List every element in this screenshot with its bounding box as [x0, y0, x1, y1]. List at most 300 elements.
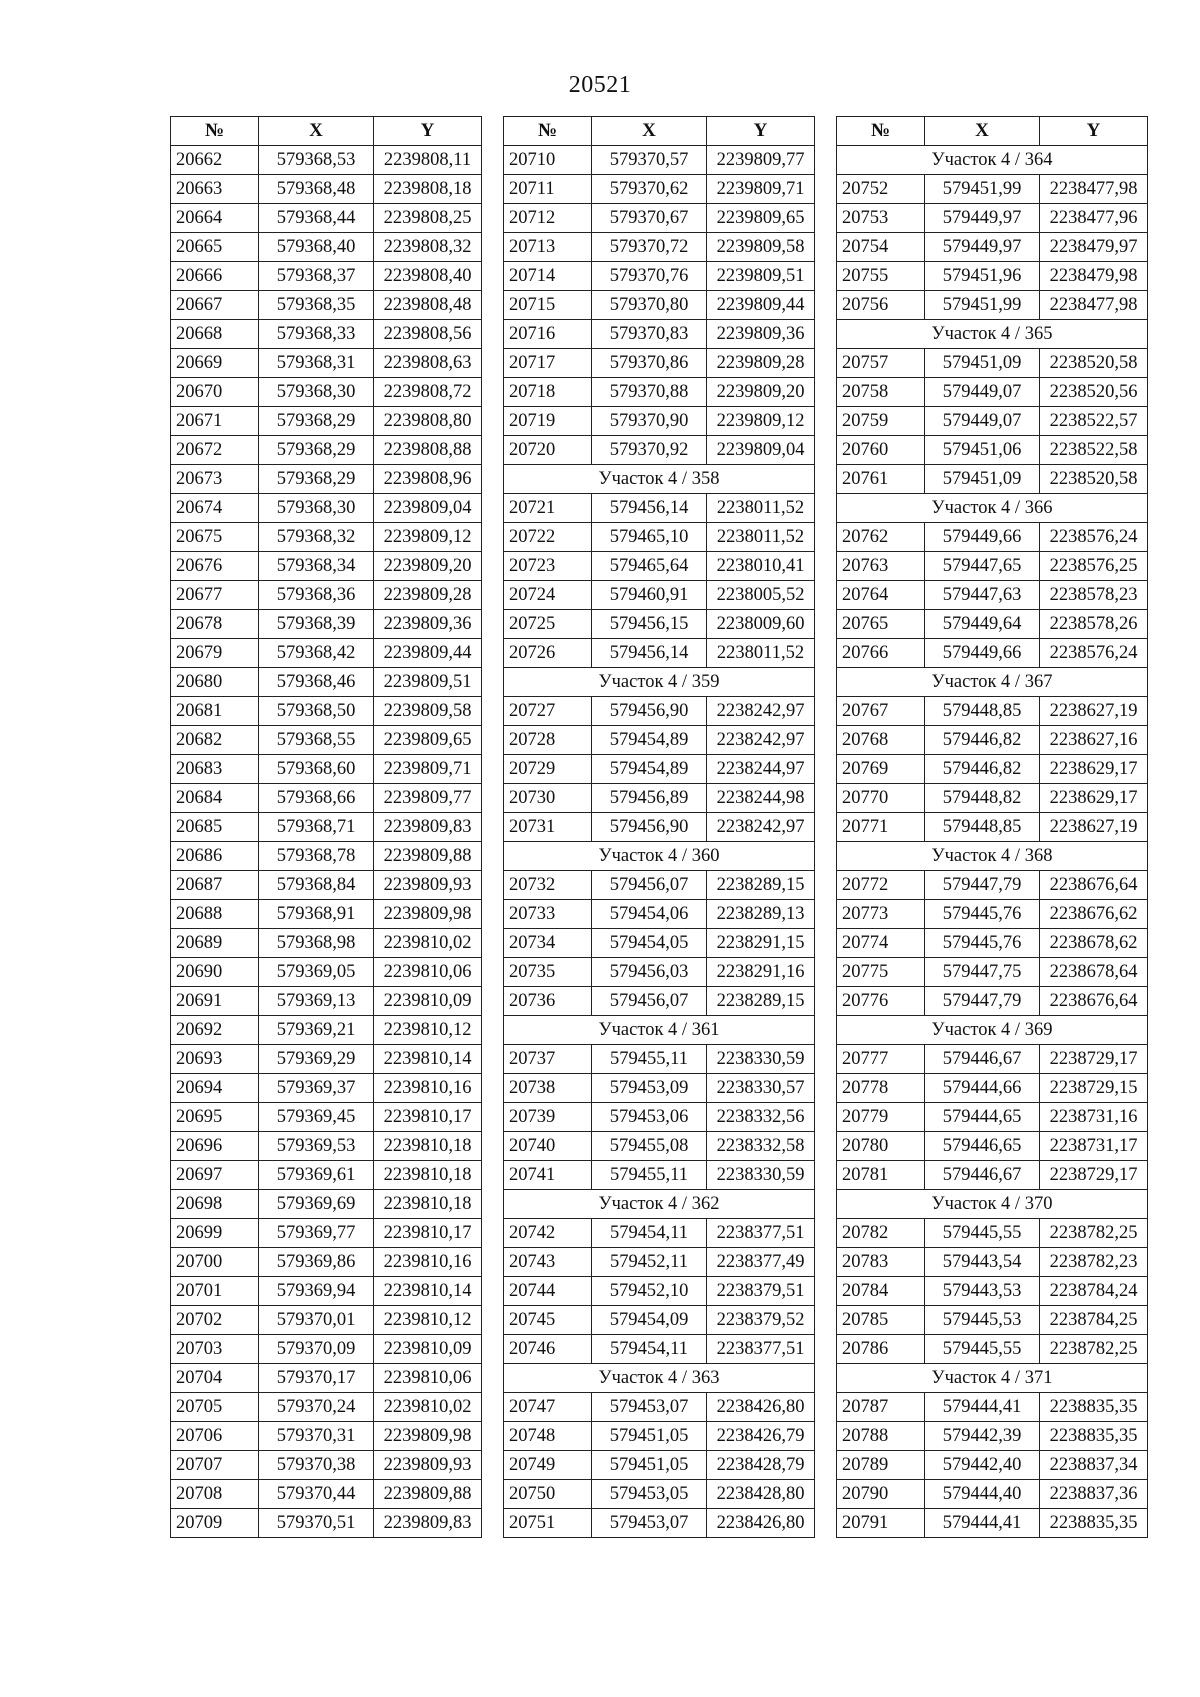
point-number: 20743 [504, 1248, 592, 1277]
table-row [504, 1306, 815, 1335]
point-number: 20708 [171, 1480, 259, 1509]
coordinate-x: 579456,14 [592, 639, 707, 668]
table-row [837, 958, 1148, 987]
point-number: 20705 [171, 1393, 259, 1422]
section-title: Участок 4 / 358 [504, 465, 815, 494]
point-number: 20688 [171, 900, 259, 929]
coordinate-y: 2238837,34 [1040, 1451, 1148, 1480]
coordinate-x: 579445,55 [925, 1335, 1040, 1364]
header-row [837, 117, 1148, 146]
section-row [837, 842, 1148, 871]
table-row [837, 378, 1148, 407]
coordinate-x: 579370,57 [592, 146, 707, 175]
point-number: 20783 [837, 1248, 925, 1277]
coordinate-x: 579447,79 [925, 987, 1040, 1016]
coordinate-x: 579368,36 [259, 581, 374, 610]
table-row [171, 262, 482, 291]
coordinate-y: 2239809,77 [707, 146, 815, 175]
coordinate-x: 579368,50 [259, 697, 374, 726]
point-number: 20677 [171, 581, 259, 610]
coordinate-y: 2239809,98 [374, 1422, 482, 1451]
point-number: 20778 [837, 1074, 925, 1103]
table-row [837, 581, 1148, 610]
coordinate-y: 2238578,26 [1040, 610, 1148, 639]
coordinate-x: 579444,66 [925, 1074, 1040, 1103]
table-row [171, 1393, 482, 1422]
coordinate-y: 2238009,60 [707, 610, 815, 639]
point-number: 20724 [504, 581, 592, 610]
coordinate-y: 2238729,15 [1040, 1074, 1148, 1103]
table-row [837, 1393, 1148, 1422]
section-row [504, 1016, 815, 1045]
table-row [171, 668, 482, 697]
point-number: 20764 [837, 581, 925, 610]
coordinate-y: 2238629,17 [1040, 755, 1148, 784]
table-row [171, 1364, 482, 1393]
table-row [171, 291, 482, 320]
table-row [171, 871, 482, 900]
coordinate-x: 579370,62 [592, 175, 707, 204]
coordinate-y: 2238330,59 [707, 1161, 815, 1190]
coordinate-x: 579368,98 [259, 929, 374, 958]
coordinate-x: 579370,09 [259, 1335, 374, 1364]
point-number: 20689 [171, 929, 259, 958]
coordinate-x: 579456,07 [592, 871, 707, 900]
coordinate-y: 2238379,52 [707, 1306, 815, 1335]
point-number: 20701 [171, 1277, 259, 1306]
coordinate-y: 2238576,24 [1040, 523, 1148, 552]
table-row [837, 1219, 1148, 1248]
coordinate-x: 579368,39 [259, 610, 374, 639]
table-row [504, 494, 815, 523]
section-title: Участок 4 / 368 [837, 842, 1148, 871]
point-number: 20704 [171, 1364, 259, 1393]
table-row [504, 146, 815, 175]
table-row [171, 1335, 482, 1364]
table-row [837, 1074, 1148, 1103]
point-number: 20738 [504, 1074, 592, 1103]
coordinate-y: 2239809,12 [707, 407, 815, 436]
point-number: 20763 [837, 552, 925, 581]
column-header-y: Y [374, 117, 482, 146]
table-row [171, 436, 482, 465]
coordinate-x: 579448,85 [925, 697, 1040, 726]
coordinate-y: 2239809,83 [374, 1509, 482, 1538]
coordinate-y: 2239809,36 [707, 320, 815, 349]
coordinate-x: 579443,53 [925, 1277, 1040, 1306]
coordinate-x: 579454,09 [592, 1306, 707, 1335]
coordinate-y: 2239809,71 [374, 755, 482, 784]
coordinate-y: 2238479,97 [1040, 233, 1148, 262]
coordinate-x: 579368,48 [259, 175, 374, 204]
table-row [837, 262, 1148, 291]
coordinate-y: 2238010,41 [707, 552, 815, 581]
point-number: 20775 [837, 958, 925, 987]
coordinate-x: 579455,08 [592, 1132, 707, 1161]
coordinate-x: 579368,32 [259, 523, 374, 552]
section-title: Участок 4 / 362 [504, 1190, 815, 1219]
point-number: 20741 [504, 1161, 592, 1190]
coordinate-y: 2238242,97 [707, 697, 815, 726]
table-row [837, 552, 1148, 581]
coordinate-y: 2238291,15 [707, 929, 815, 958]
table-row [171, 929, 482, 958]
point-number: 20750 [504, 1480, 592, 1509]
point-number: 20740 [504, 1132, 592, 1161]
point-number: 20745 [504, 1306, 592, 1335]
point-number: 20670 [171, 378, 259, 407]
table-row [837, 1451, 1148, 1480]
coordinate-y: 2239808,63 [374, 349, 482, 378]
table-row [171, 1190, 482, 1219]
coordinate-y: 2239808,40 [374, 262, 482, 291]
coordinate-y: 2239809,88 [374, 842, 482, 871]
coordinate-y: 2238477,96 [1040, 204, 1148, 233]
point-number: 20666 [171, 262, 259, 291]
coordinate-x: 579368,31 [259, 349, 374, 378]
coordinate-y: 2238837,36 [1040, 1480, 1148, 1509]
coordinate-x: 579370,38 [259, 1451, 374, 1480]
coordinate-y: 2238627,19 [1040, 697, 1148, 726]
coordinate-y: 2238520,58 [1040, 349, 1148, 378]
point-number: 20720 [504, 436, 592, 465]
coordinate-y: 2239808,96 [374, 465, 482, 494]
table-row [837, 523, 1148, 552]
table-row [504, 987, 815, 1016]
coordinate-x: 579370,92 [592, 436, 707, 465]
point-number: 20721 [504, 494, 592, 523]
point-number: 20730 [504, 784, 592, 813]
table-row [837, 639, 1148, 668]
table-row [171, 349, 482, 378]
coordinate-y: 2239809,28 [374, 581, 482, 610]
point-number: 20787 [837, 1393, 925, 1422]
coordinate-x: 579444,65 [925, 1103, 1040, 1132]
coordinate-y: 2239810,17 [374, 1219, 482, 1248]
coordinate-table-right [836, 116, 1148, 1538]
table-row [171, 1451, 482, 1480]
table-row [504, 1422, 815, 1451]
point-number: 20729 [504, 755, 592, 784]
coordinate-y: 2238627,19 [1040, 813, 1148, 842]
coordinate-x: 579460,91 [592, 581, 707, 610]
coordinate-x: 579368,29 [259, 407, 374, 436]
table-row [504, 1074, 815, 1103]
table-row [837, 1335, 1148, 1364]
table-row [171, 1248, 482, 1277]
coordinate-y: 2238377,51 [707, 1219, 815, 1248]
coordinate-y: 2239809,93 [374, 871, 482, 900]
coordinate-x: 579448,82 [925, 784, 1040, 813]
coordinate-x: 579452,10 [592, 1277, 707, 1306]
table-row [504, 204, 815, 233]
coordinate-x: 579446,65 [925, 1132, 1040, 1161]
coordinate-x: 579449,66 [925, 523, 1040, 552]
coordinate-y: 2238629,17 [1040, 784, 1148, 813]
table-row [171, 1422, 482, 1451]
table-row [171, 1016, 482, 1045]
table-row [171, 1103, 482, 1132]
coordinate-y: 2239810,02 [374, 929, 482, 958]
coordinate-y: 2239810,06 [374, 958, 482, 987]
point-number: 20711 [504, 175, 592, 204]
coordinate-x: 579368,60 [259, 755, 374, 784]
table-row [504, 581, 815, 610]
coordinate-x: 579370,72 [592, 233, 707, 262]
point-number: 20751 [504, 1509, 592, 1538]
table-row [837, 929, 1148, 958]
section-row [504, 1190, 815, 1219]
coordinate-x: 579443,54 [925, 1248, 1040, 1277]
coordinate-y: 2238520,58 [1040, 465, 1148, 494]
section-row [837, 146, 1148, 175]
coordinate-y: 2238731,16 [1040, 1103, 1148, 1132]
table-row [171, 697, 482, 726]
coordinate-y: 2239810,16 [374, 1074, 482, 1103]
point-number: 20698 [171, 1190, 259, 1219]
coordinate-x: 579455,11 [592, 1045, 707, 1074]
point-number: 20710 [504, 146, 592, 175]
table-row [504, 726, 815, 755]
table-row [171, 407, 482, 436]
coordinate-x: 579454,89 [592, 755, 707, 784]
coordinate-x: 579453,07 [592, 1509, 707, 1538]
section-title: Участок 4 / 371 [837, 1364, 1148, 1393]
table-row [504, 552, 815, 581]
point-number: 20771 [837, 813, 925, 842]
coordinate-y: 2239809,51 [374, 668, 482, 697]
coordinate-x: 579370,90 [592, 407, 707, 436]
coordinate-x: 579368,29 [259, 436, 374, 465]
point-number: 20680 [171, 668, 259, 697]
coordinate-x: 579445,76 [925, 900, 1040, 929]
table-row [504, 378, 815, 407]
coordinate-y: 2238576,24 [1040, 639, 1148, 668]
section-title: Участок 4 / 369 [837, 1016, 1148, 1045]
coordinate-x: 579451,06 [925, 436, 1040, 465]
table-row [504, 523, 815, 552]
coordinate-x: 579368,66 [259, 784, 374, 813]
coordinate-y: 2239808,56 [374, 320, 482, 349]
coordinate-y: 2238731,17 [1040, 1132, 1148, 1161]
coordinate-y: 2238520,56 [1040, 378, 1148, 407]
table-row [171, 726, 482, 755]
point-number: 20772 [837, 871, 925, 900]
coordinate-x: 579444,40 [925, 1480, 1040, 1509]
coordinate-y: 2239809,51 [707, 262, 815, 291]
coordinate-x: 579447,75 [925, 958, 1040, 987]
coordinate-x: 579368,91 [259, 900, 374, 929]
table-row [837, 900, 1148, 929]
coordinate-x: 579446,82 [925, 755, 1040, 784]
coordinate-x: 579447,65 [925, 552, 1040, 581]
table-row [837, 871, 1148, 900]
coordinate-x: 579451,09 [925, 465, 1040, 494]
point-number: 20722 [504, 523, 592, 552]
coordinate-y: 2239808,25 [374, 204, 482, 233]
coordinate-x: 579456,14 [592, 494, 707, 523]
coordinate-y: 2239809,71 [707, 175, 815, 204]
coordinate-y: 2239809,04 [374, 494, 482, 523]
point-number: 20695 [171, 1103, 259, 1132]
table-row [837, 436, 1148, 465]
header-row [504, 117, 815, 146]
coordinate-x: 579454,89 [592, 726, 707, 755]
point-number: 20665 [171, 233, 259, 262]
point-number: 20782 [837, 1219, 925, 1248]
coordinate-x: 579445,76 [925, 929, 1040, 958]
section-title: Участок 4 / 359 [504, 668, 815, 697]
table-row [171, 900, 482, 929]
point-number: 20674 [171, 494, 259, 523]
point-number: 20663 [171, 175, 259, 204]
coordinate-x: 579368,37 [259, 262, 374, 291]
column-header-x: X [259, 117, 374, 146]
header-row [171, 117, 482, 146]
point-number: 20786 [837, 1335, 925, 1364]
coordinate-x: 579369,37 [259, 1074, 374, 1103]
coordinate-x: 579368,53 [259, 146, 374, 175]
table-row [837, 813, 1148, 842]
coordinate-x: 579446,67 [925, 1161, 1040, 1190]
point-number: 20749 [504, 1451, 592, 1480]
point-number: 20744 [504, 1277, 592, 1306]
coordinate-y: 2238005,52 [707, 581, 815, 610]
table-row [504, 1277, 815, 1306]
coordinate-x: 579454,11 [592, 1335, 707, 1364]
point-number: 20734 [504, 929, 592, 958]
table-row [171, 233, 482, 262]
section-title: Участок 4 / 360 [504, 842, 815, 871]
table-row [504, 349, 815, 378]
coordinate-x: 579453,09 [592, 1074, 707, 1103]
coordinate-x: 579451,05 [592, 1451, 707, 1480]
coordinate-y: 2239808,88 [374, 436, 482, 465]
coordinate-y: 2239809,12 [374, 523, 482, 552]
section-title: Участок 4 / 363 [504, 1364, 815, 1393]
section-title: Участок 4 / 366 [837, 494, 1148, 523]
table-row [504, 436, 815, 465]
coordinate-y: 2239810,12 [374, 1306, 482, 1335]
table-row [171, 494, 482, 523]
coordinate-x: 579444,41 [925, 1509, 1040, 1538]
table-row [171, 146, 482, 175]
coordinate-y: 2238676,64 [1040, 987, 1148, 1016]
table-row [171, 813, 482, 842]
point-number: 20686 [171, 842, 259, 871]
coordinate-y: 2238426,80 [707, 1509, 815, 1538]
coordinate-y: 2239810,18 [374, 1132, 482, 1161]
coordinate-x: 579369,21 [259, 1016, 374, 1045]
coordinate-y: 2238244,97 [707, 755, 815, 784]
coordinate-y: 2239809,58 [707, 233, 815, 262]
coordinate-y: 2238244,98 [707, 784, 815, 813]
coordinate-x: 579369,29 [259, 1045, 374, 1074]
coordinate-y: 2238678,64 [1040, 958, 1148, 987]
coordinate-x: 579369,77 [259, 1219, 374, 1248]
point-number: 20765 [837, 610, 925, 639]
point-number: 20687 [171, 871, 259, 900]
coordinate-x: 579369,61 [259, 1161, 374, 1190]
coordinate-y: 2238627,16 [1040, 726, 1148, 755]
point-number: 20693 [171, 1045, 259, 1074]
table-row [837, 987, 1148, 1016]
table-row [171, 204, 482, 233]
coordinate-y: 2238291,16 [707, 958, 815, 987]
coordinate-y: 2239809,77 [374, 784, 482, 813]
table-row [504, 784, 815, 813]
coordinate-y: 2238784,24 [1040, 1277, 1148, 1306]
coordinate-y: 2238676,62 [1040, 900, 1148, 929]
coordinate-y: 2239809,28 [707, 349, 815, 378]
coordinate-y: 2238428,80 [707, 1480, 815, 1509]
point-number: 20709 [171, 1509, 259, 1538]
coordinate-y: 2238835,35 [1040, 1422, 1148, 1451]
table-row [837, 407, 1148, 436]
table-row [837, 784, 1148, 813]
coordinate-x: 579446,82 [925, 726, 1040, 755]
column-header-number: № [504, 117, 592, 146]
point-number: 20671 [171, 407, 259, 436]
point-number: 20690 [171, 958, 259, 987]
point-number: 20731 [504, 813, 592, 842]
point-number: 20715 [504, 291, 592, 320]
column-header-number: № [837, 117, 925, 146]
coordinate-y: 2239809,88 [374, 1480, 482, 1509]
table-row [171, 958, 482, 987]
table-row [837, 1509, 1148, 1538]
table-row [504, 1248, 815, 1277]
coordinate-x: 579368,84 [259, 871, 374, 900]
point-number: 20760 [837, 436, 925, 465]
coordinate-x: 579447,79 [925, 871, 1040, 900]
coordinate-x: 579449,97 [925, 204, 1040, 233]
table-row [504, 407, 815, 436]
coordinate-x: 579455,11 [592, 1161, 707, 1190]
coordinate-y: 2238289,15 [707, 987, 815, 1016]
table-row [504, 1480, 815, 1509]
table-row [171, 1277, 482, 1306]
table-row [504, 291, 815, 320]
table-row [837, 465, 1148, 494]
table-row [171, 465, 482, 494]
point-number: 20675 [171, 523, 259, 552]
point-number: 20713 [504, 233, 592, 262]
section-title: Участок 4 / 367 [837, 668, 1148, 697]
coordinate-table-left [170, 116, 482, 1538]
coordinate-y: 2239810,16 [374, 1248, 482, 1277]
coordinate-y: 2238782,25 [1040, 1219, 1148, 1248]
coordinate-y: 2238330,59 [707, 1045, 815, 1074]
coordinate-x: 579370,51 [259, 1509, 374, 1538]
point-number: 20789 [837, 1451, 925, 1480]
point-number: 20669 [171, 349, 259, 378]
coordinate-y: 2238835,35 [1040, 1509, 1148, 1538]
point-number: 20728 [504, 726, 592, 755]
table-row [837, 204, 1148, 233]
table-row [171, 1045, 482, 1074]
coordinate-x: 579465,10 [592, 523, 707, 552]
point-number: 20676 [171, 552, 259, 581]
table-row [504, 1132, 815, 1161]
point-number: 20752 [837, 175, 925, 204]
point-number: 20790 [837, 1480, 925, 1509]
point-number: 20791 [837, 1509, 925, 1538]
coordinate-y: 2238377,51 [707, 1335, 815, 1364]
section-title: Участок 4 / 364 [837, 146, 1148, 175]
coordinate-x: 579445,53 [925, 1306, 1040, 1335]
coordinate-x: 579449,07 [925, 378, 1040, 407]
